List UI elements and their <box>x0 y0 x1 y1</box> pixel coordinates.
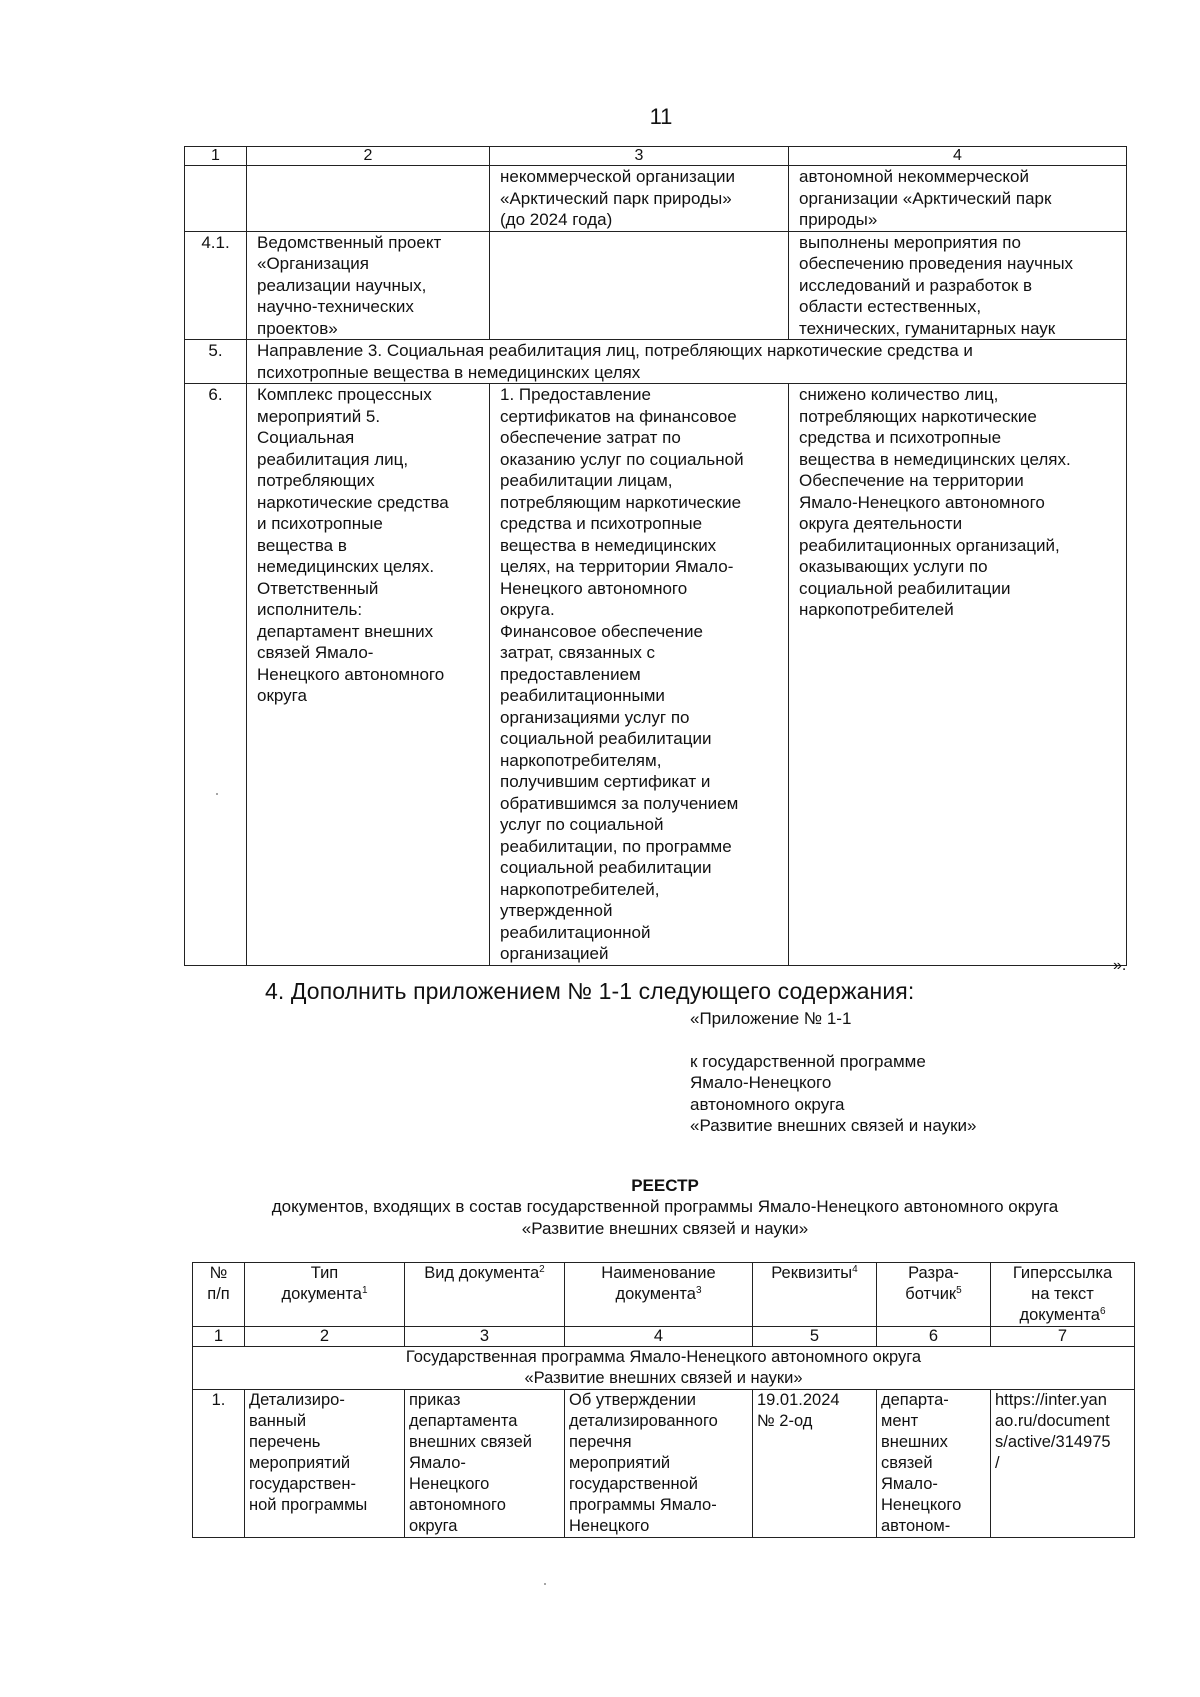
document-type: Детализиро- ванный перечень мероприятий государствен- ной программы <box>245 1390 405 1538</box>
direction-title: Направление 3. Социальная реабилитация лиц, потребляющих наркотические средства и психотропные вещества в немедицинских целях <box>247 340 1127 384</box>
column-number: 3 <box>490 147 789 166</box>
column-header: Вид документа$^2$ <box>405 1263 565 1327</box>
document-requisites: 19.01.2024 № 2-од <box>753 1390 877 1538</box>
registry-title: РЕЕСТР <box>631 1176 699 1195</box>
row-description <box>490 231 789 340</box>
program-title: Государственная программа Ямало-Ненецкого автономного округа «Развитие внешних связей и науки» <box>193 1347 1135 1390</box>
row-name: Комплекс процессных мероприятий 5. Социальная реабилитация лиц, потребляющих наркотические средства и психотропные вещества в немедицинских целях. Ответственный исполнитель: департамент внешних связей Ямало- Ненецкого автономного округа <box>247 384 490 966</box>
direction-row <box>185 340 1127 384</box>
closing-quote: ». <box>1113 957 1127 974</box>
table-row <box>193 1390 1135 1538</box>
row-result: снижено количество лиц, потребляющих наркотические средства и психотропные вещества в немедицинских целях. Обеспечение на территории Ямало-Ненецкого автономного округа деятельности реабилитационных организаций, оказывающих услуги по социальной реабилитации наркопотребителей <box>789 384 1127 966</box>
registry-table <box>192 1262 1135 1538</box>
footnote-mark: 5 <box>956 1285 962 1296</box>
footnote-mark: 4 <box>852 1264 858 1275</box>
column-number: 6 <box>877 1327 991 1347</box>
activities-table <box>184 146 1127 966</box>
table-row <box>185 384 1127 966</box>
footnote-mark: 2 <box>539 1264 545 1275</box>
footnote-mark: 3 <box>695 1285 702 1296</box>
column-number: 2 <box>247 147 490 166</box>
appendix-line: «Развитие внешних связей и науки» <box>690 1116 977 1135</box>
column-number: 4 <box>565 1327 753 1347</box>
section-heading: 4. Дополнить приложением № 1-1 следующего содержания: <box>265 978 915 1004</box>
row-number <box>185 166 247 232</box>
column-number: 5 <box>753 1327 877 1347</box>
row-description: 1. Предоставление сертификатов на финансовое обеспечение затрат по оказанию услуг по социальной реабилитации лицам, потребляющим наркотические средства и психотропные вещества в немедицинских целях, на территории Ямало- Ненецкого автономного округа. Финансовое обеспечение затрат, связанных с предоставлением реабилитационными организациями услуг по социальной реабилитации наркопотребителям, получившим сертификат и обратившимся за получением услуг по социальной реабилитации, по программе социальной реабилитации наркопотребителей, утвержденной реабилитационной организацией <box>490 384 789 966</box>
row-result: выполнены мероприятия по обеспечению проведения научных исследований и разработок в области естественных, технических, гуманитарных наук <box>789 231 1127 340</box>
row-number: 1. <box>193 1390 245 1538</box>
column-number: 1 <box>193 1327 245 1347</box>
column-header: Реквизиты$^4$ <box>753 1263 877 1327</box>
column-number: 2 <box>245 1327 405 1347</box>
document-developer: департа- мент внешних связей Ямало- Ненецкого автоном- <box>877 1390 991 1538</box>
footnote-mark: 1 <box>361 1285 368 1296</box>
column-number: 7 <box>991 1327 1135 1347</box>
scan-speck <box>544 1583 546 1585</box>
footnote-mark: 6 <box>1099 1306 1106 1317</box>
column-number: 3 <box>405 1327 565 1347</box>
table-row <box>185 231 1127 340</box>
page-number: 11 <box>649 104 673 129</box>
registry-subtitle <box>0 1196 1200 1239</box>
row-number: 6. <box>185 384 247 966</box>
appendix-line: Ямало-Ненецкого <box>690 1073 832 1092</box>
table-row <box>185 166 1127 232</box>
row-result: автономной некоммерческой организации «Арктический парк природы» <box>789 166 1127 232</box>
appendix-title: «Приложение № 1-1 <box>690 1009 852 1028</box>
appendix-line: к государственной программе <box>690 1051 926 1071</box>
column-header: Разра- ботчик$^5$ <box>877 1263 991 1327</box>
column-number-row <box>193 1327 1135 1347</box>
program-row <box>193 1347 1135 1390</box>
registry-subtitle-line: документов, входящих в состав государственной программы Ямало-Ненецкого автономного округа <box>271 1197 1059 1216</box>
document-kind: приказ департамента внешних связей Ямало- Ненецкого автономного округа <box>405 1390 565 1538</box>
row-description: некоммерческой организации «Арктический парк природы» (до 2024 года) <box>490 166 789 232</box>
column-number: 1 <box>185 147 247 166</box>
row-number: 5. <box>185 340 247 384</box>
column-header: Гиперссылка на текст документа$^6$ <box>991 1263 1135 1327</box>
scan-speck <box>216 793 218 795</box>
column-header: Тип документа$^1$ <box>245 1263 405 1327</box>
row-number: 4.1. <box>185 231 247 340</box>
column-header: Наименование документа$^3$ <box>565 1263 753 1327</box>
column-number-row <box>185 147 1127 166</box>
row-name <box>247 166 490 232</box>
appendix-line: автономного округа <box>690 1094 845 1114</box>
column-number: 4 <box>789 147 1127 166</box>
appendix-header <box>690 1008 976 1137</box>
registry-subtitle-line: «Развитие внешних связей и науки» <box>521 1218 809 1238</box>
document-link[interactable]: https://inter.yan ao.ru/document s/active/314975 / <box>991 1390 1135 1538</box>
header-row <box>193 1263 1135 1327</box>
column-header: № п/п <box>193 1263 245 1327</box>
row-name: Ведомственный проект «Организация реализации научных, научно-технических проектов» <box>247 231 490 340</box>
document-name: Об утверждении детализированного перечня мероприятий государственной программы Ямало- Ненецкого <box>565 1390 753 1538</box>
